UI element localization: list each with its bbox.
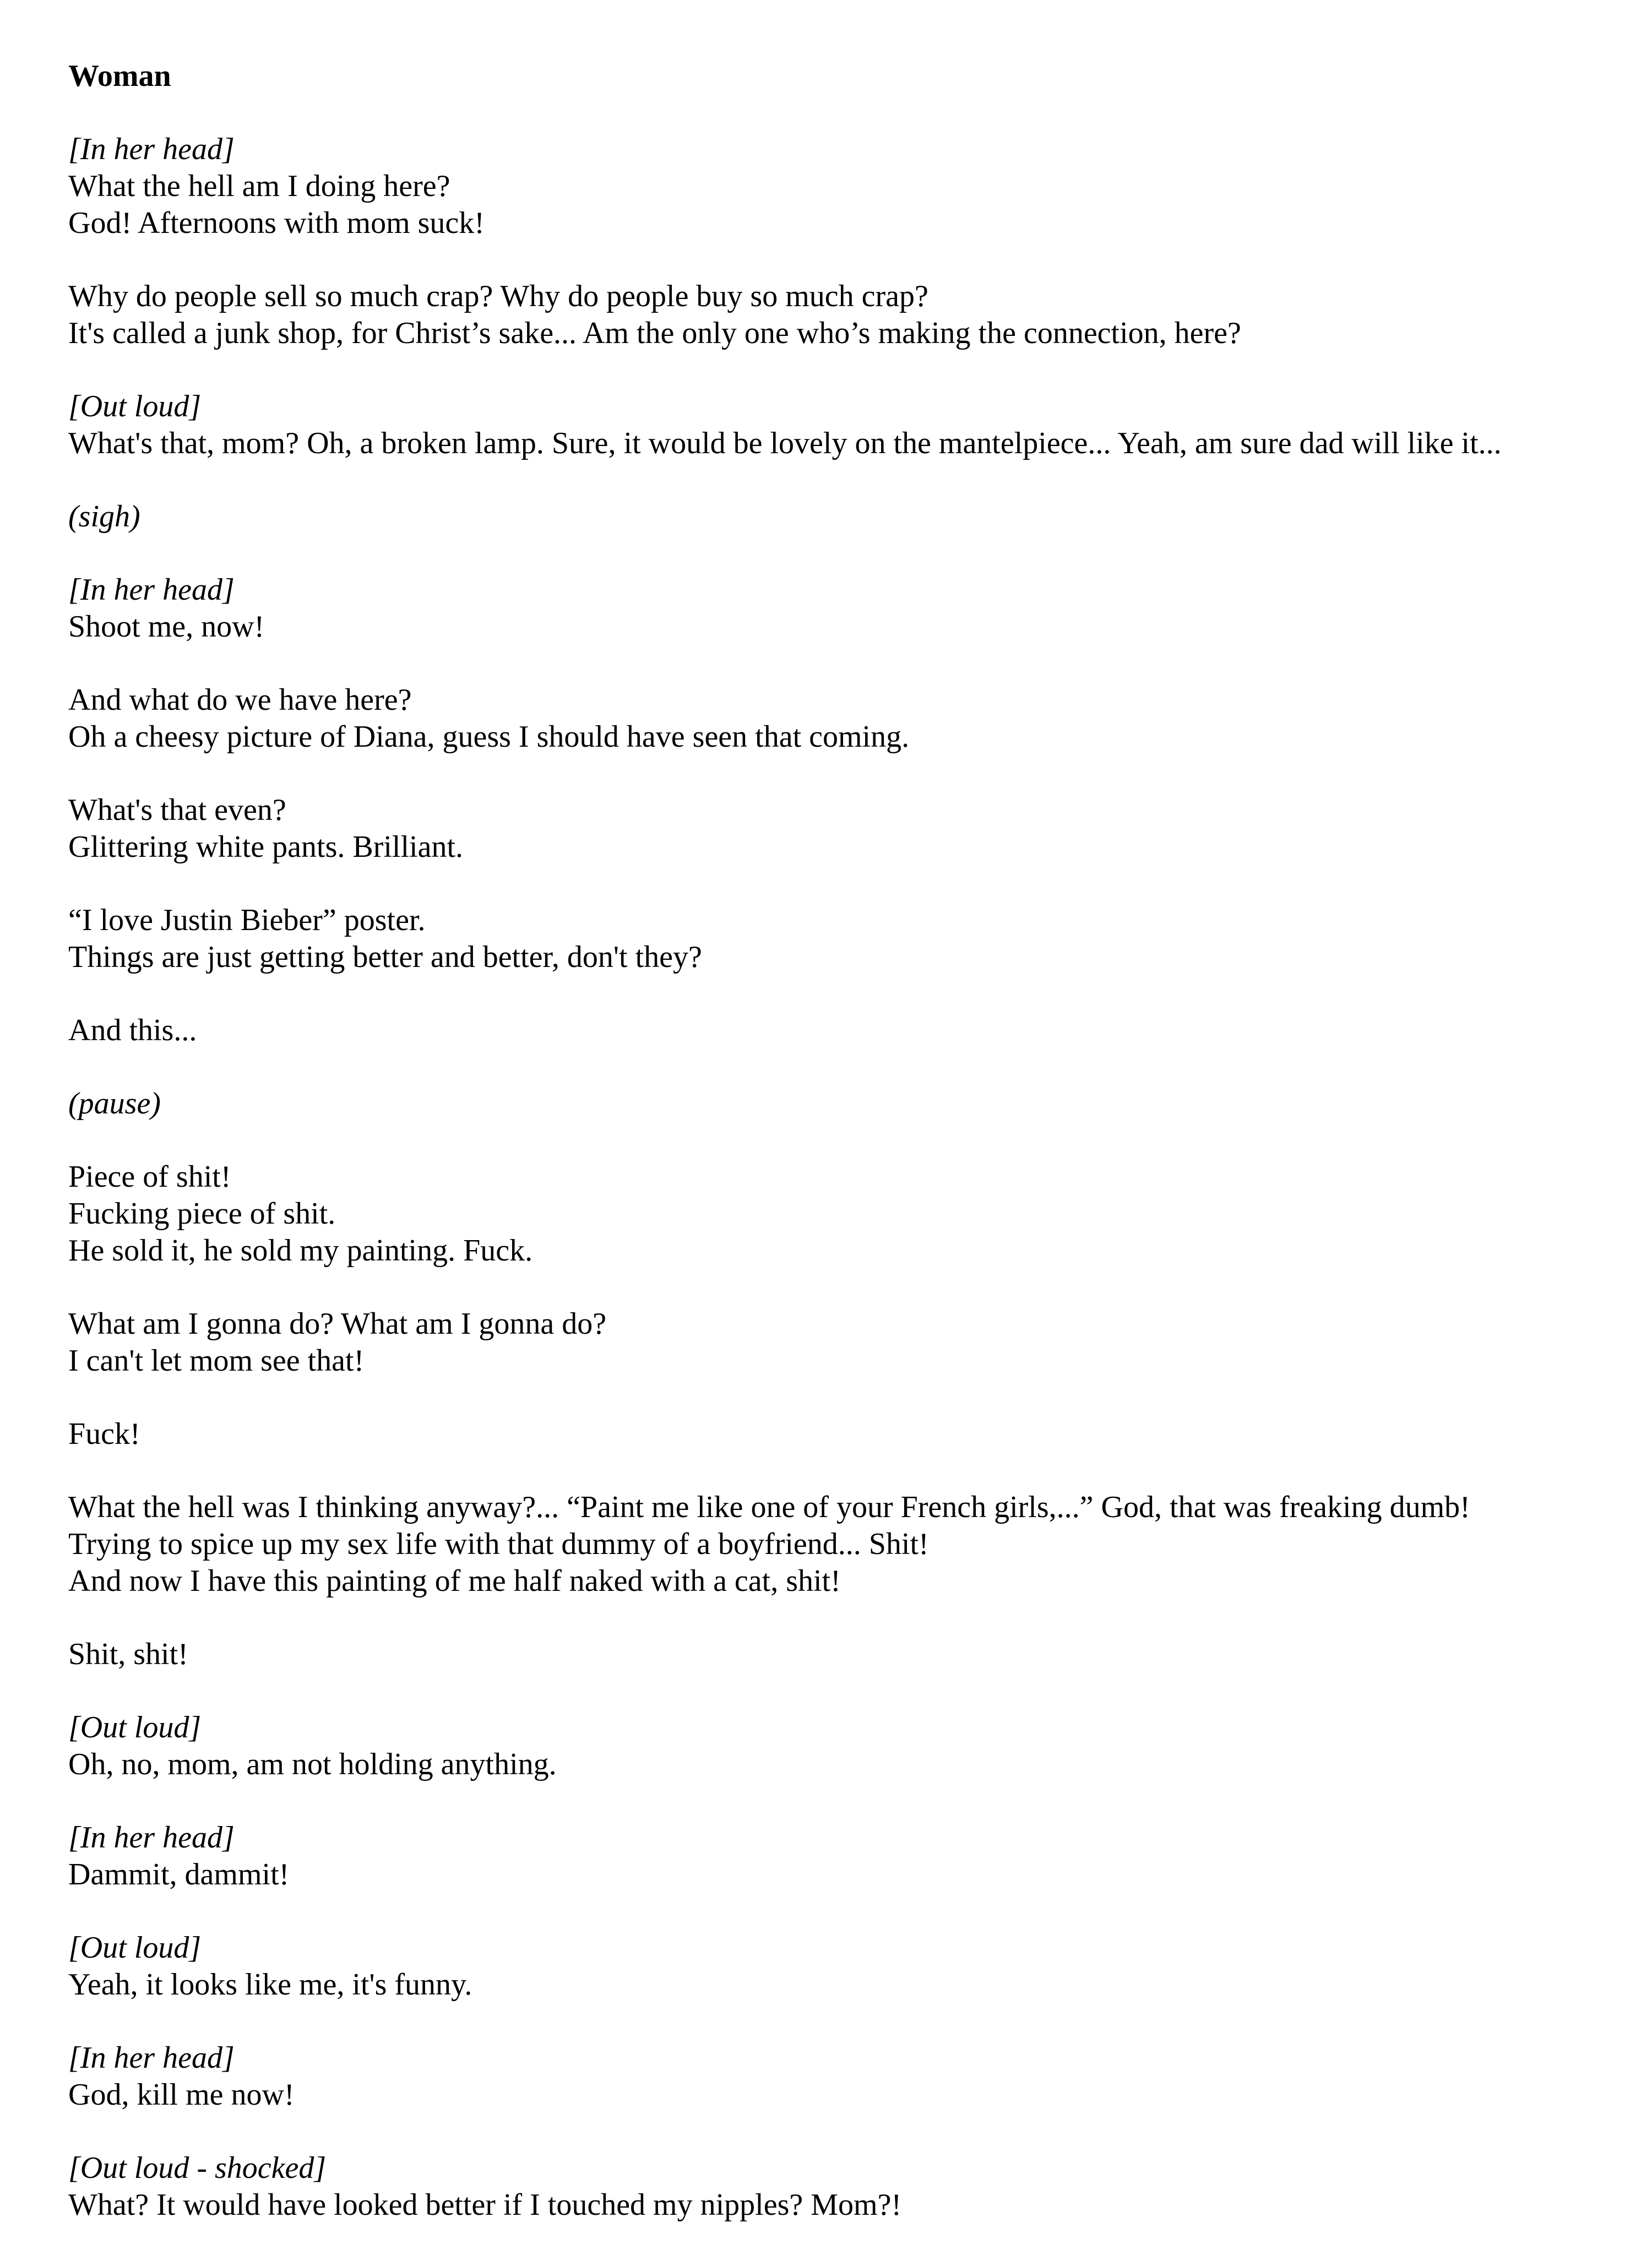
character-name: Woman: [68, 59, 171, 93]
dialogue-line: Trying to spice up my sex life with that dummy of a boyfriend... Shit!: [68, 1527, 929, 1561]
dialogue-block: [68, 1636, 1621, 1673]
dialogue-block: [68, 1085, 1621, 1122]
dialogue-line: Piece of shit!: [68, 1160, 231, 1194]
dialogue-line: Fuck!: [68, 1417, 140, 1451]
dialogue-line: God, kill me now!: [68, 2078, 295, 2112]
dialogue-line: And now I have this painting of me half naked with a cat, shit!: [68, 1564, 841, 1598]
dialogue-line: Yeah, it looks like me, it's funny.: [68, 1968, 472, 2002]
script-body: [68, 58, 1621, 2260]
stage-direction: [In her head]: [68, 1821, 235, 1855]
dialogue-block: [68, 902, 1621, 976]
dialogue-blocks: [68, 131, 1621, 2224]
dialogue-block: [68, 388, 1621, 462]
character-heading-block: [68, 58, 1621, 95]
dialogue-block: [68, 498, 1621, 535]
stage-direction: [In her head]: [68, 132, 235, 166]
dialogue-block: [68, 1819, 1621, 1893]
dialogue-line: It's called a junk shop, for Christ’s sake... Am the only one who’s making the connection, here?: [68, 316, 1241, 350]
dialogue-block: [68, 2150, 1621, 2224]
dialogue-block: [68, 1709, 1621, 1783]
dialogue-line: Why do people sell so much crap? Why do people buy so much crap?: [68, 279, 928, 313]
dialogue-line: I can't let mom see that!: [68, 1344, 365, 1378]
dialogue-block: [68, 1306, 1621, 1379]
dialogue-block: [68, 572, 1621, 645]
dialogue-line: Things are just getting better and better, don't they?: [68, 940, 702, 974]
dialogue-block: [68, 278, 1621, 352]
dialogue-line: God! Afternoons with mom suck!: [68, 206, 485, 240]
dialogue-block: [68, 682, 1621, 756]
dialogue-line: He sold it, he sold my painting. Fuck.: [68, 1233, 533, 1268]
stage-direction: [Out loud]: [68, 1710, 202, 1745]
dialogue-line: Shoot me, now!: [68, 610, 265, 644]
dialogue-block: [68, 1489, 1621, 1600]
stage-direction: (sigh): [68, 499, 140, 534]
dialogue-line: And this...: [68, 1013, 197, 1047]
dialogue-line: What am I gonna do? What am I gonna do?: [68, 1307, 607, 1341]
dialogue-block: [68, 131, 1621, 242]
dialogue-block: [68, 792, 1621, 866]
dialogue-line: What? It would have looked better if I touched my nipples? Mom?!: [68, 2188, 902, 2222]
dialogue-block: [68, 2040, 1621, 2113]
dialogue-block: [68, 1012, 1621, 1049]
dialogue-block: [68, 1930, 1621, 2003]
stage-direction: [In her head]: [68, 2041, 235, 2075]
dialogue-line: Glittering white pants. Brilliant.: [68, 830, 464, 864]
stage-direction: [Out loud - shocked]: [68, 2151, 327, 2185]
dialogue-line: What the hell am I doing here?: [68, 169, 450, 203]
stage-direction: [In her head]: [68, 573, 235, 607]
dialogue-line: What the hell was I thinking anyway?... “Paint me like one of your French girls,...” God, that was freaking dumb!: [68, 1490, 1470, 1524]
dialogue-line: What's that even?: [68, 793, 286, 827]
dialogue-line: Oh, no, mom, am not holding anything.: [68, 1747, 557, 1781]
dialogue-line: Fucking piece of shit.: [68, 1197, 336, 1231]
dialogue-line: What's that, mom? Oh, a broken lamp. Sure, it would be lovely on the mantelpiece... Yeah, am sure dad will like it...: [68, 426, 1502, 460]
dialogue-line: And what do we have here?: [68, 683, 412, 717]
stage-direction: [Out loud]: [68, 1931, 202, 1965]
dialogue-line: “I love Justin Bieber” poster.: [68, 903, 426, 937]
dialogue-block: [68, 1416, 1621, 1453]
dialogue-line: Dammit, dammit!: [68, 1857, 290, 1892]
stage-direction: [Out loud]: [68, 389, 202, 423]
stage-direction: (pause): [68, 1086, 161, 1121]
dialogue-block: [68, 1159, 1621, 1269]
dialogue-line: Shit, shit!: [68, 1637, 188, 1671]
dialogue-line: Oh a cheesy picture of Diana, guess I should have seen that coming.: [68, 720, 910, 754]
